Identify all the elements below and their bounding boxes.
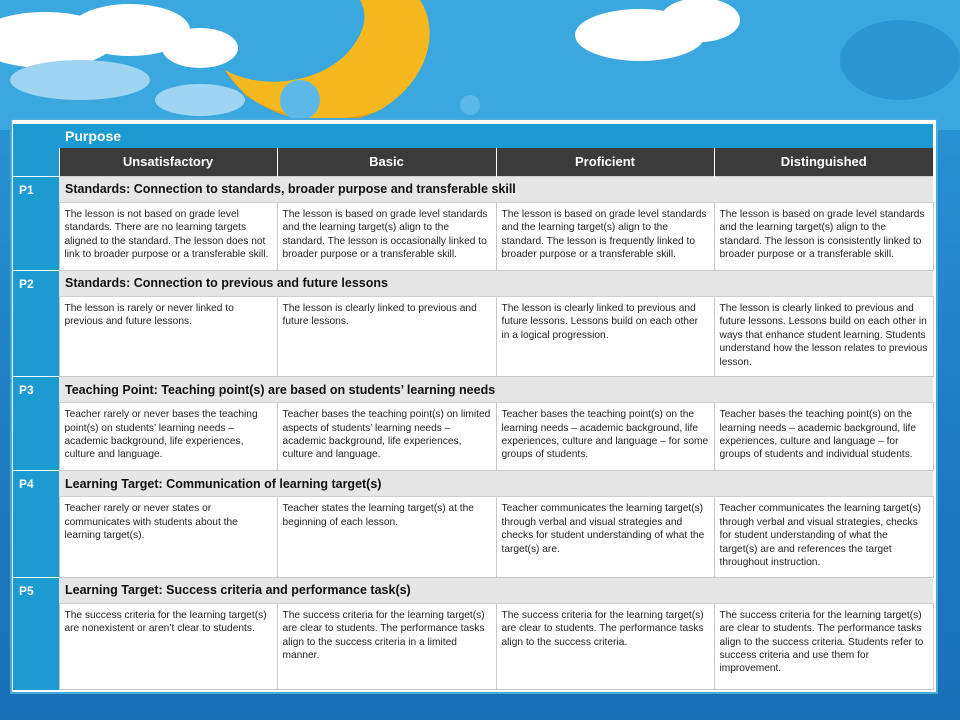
criterion-code: P1 [13, 176, 59, 270]
descriptor-basic: Teacher states the learning target(s) at the beginning of each lesson. [277, 497, 496, 577]
criterion-row [13, 577, 933, 603]
descriptor-proficient: The success criteria for the learning target(s) are clear to students. The performance tasks align to the success criteria. [496, 603, 714, 689]
criterion-title: Standards: Connection to standards, broader purpose and transferable skill [59, 176, 933, 202]
criterion-row [13, 377, 933, 403]
descriptor-basic: The lesson is based on grade level standards and the learning target(s) align to the standard. The lesson is occasionally linked to broader purpose or a transferable skill. [277, 202, 496, 270]
criterion-code: P4 [13, 471, 59, 577]
sky-decoration [0, 0, 960, 130]
descriptor-distinguished: Teacher communicates the learning target(s) through verbal and visual strategies, checks for student understanding of what the target(s) are and references the target throughout instruction. [714, 497, 933, 577]
descriptor-unsatisfactory: The lesson is not based on grade level standards. There are no learning targets aligned to the standard. The lesson does not link to broader purpose or a transferable skill. [59, 202, 277, 270]
level-header-row [13, 148, 933, 176]
descriptor-distinguished: The lesson is clearly linked to previous and future lessons. Lessons build on each other in ways that enhance student learning. Students understand how the lesson relates to previous lesson. [714, 296, 933, 376]
corner-cell [13, 124, 59, 148]
descriptor-basic: The success criteria for the learning target(s) are clear to students. The performance tasks align to the success criteria in a limited manner. [277, 603, 496, 689]
descriptor-row [13, 296, 933, 376]
bubble-icon [280, 80, 320, 120]
descriptor-basic: The lesson is clearly linked to previous and future lessons. [277, 296, 496, 376]
criterion-code: P5 [13, 577, 59, 689]
descriptor-proficient: Teacher bases the teaching point(s) on the learning needs – academic background, life experiences, culture and language – for some groups of students. [496, 403, 714, 471]
descriptor-unsatisfactory: Teacher rarely or never states or communicates with students about the learning target(s). [59, 497, 277, 577]
descriptor-unsatisfactory: The lesson is rarely or never linked to previous and future lessons. [59, 296, 277, 376]
descriptor-unsatisfactory: The success criteria for the learning target(s) are nonexistent or aren’t clear to students. [59, 603, 277, 689]
descriptor-row [13, 202, 933, 270]
criterion-title: Learning Target: Communication of learning target(s) [59, 471, 933, 497]
level-header-distinguished: Distinguished [714, 148, 933, 176]
small-bubble-icon [460, 95, 480, 115]
criterion-title: Learning Target: Success criteria and performance task(s) [59, 577, 933, 603]
descriptor-row [13, 403, 933, 471]
criterion-title: Teaching Point: Teaching point(s) are based on students’ learning needs [59, 377, 933, 403]
descriptor-distinguished: The lesson is based on grade level standards and the learning target(s) align to the standard. The lesson is consistently linked to broader purpose or a transferable skill. [714, 202, 933, 270]
criterion-row [13, 471, 933, 497]
level-header-proficient: Proficient [496, 148, 714, 176]
descriptor-distinguished: The success criteria for the learning target(s) are clear to students. The performance tasks align to the success criteria. Students refer to success criteria and use them for improvement. [714, 603, 933, 689]
section-title: Purpose [59, 124, 933, 148]
level-header-basic: Basic [277, 148, 496, 176]
criterion-code: P2 [13, 270, 59, 376]
descriptor-distinguished: Teacher bases the teaching point(s) on the learning needs – academic background, life experiences, culture and language – for groups of students and individual students. [714, 403, 933, 471]
corner-cell [13, 148, 59, 176]
purpose-rubric-table [13, 124, 934, 690]
descriptor-basic: Teacher bases the teaching point(s) on limited aspects of students’ learning needs – academic background, life experiences, culture and language. [277, 403, 496, 471]
descriptor-row [13, 497, 933, 577]
descriptor-proficient: Teacher communicates the learning target(s) through verbal and visual strategies and checks for student understanding of what the target(s) are. [496, 497, 714, 577]
criterion-title: Standards: Connection to previous and future lessons [59, 270, 933, 296]
descriptor-proficient: The lesson is based on grade level standards and the learning target(s) align to the standard. The lesson is frequently linked to broader purpose or a transferable skill. [496, 202, 714, 270]
level-header-unsatisfactory: Unsatisfactory [59, 148, 277, 176]
descriptor-row [13, 603, 933, 689]
descriptor-proficient: The lesson is clearly linked to previous and future lessons. Lessons build on each other in a logical progression. [496, 296, 714, 376]
criterion-code: P3 [13, 377, 59, 471]
criterion-row [13, 176, 933, 202]
descriptor-unsatisfactory: Teacher rarely or never bases the teaching point(s) on students’ learning needs – academic background, life experiences, culture and language. [59, 403, 277, 471]
criterion-row [13, 270, 933, 296]
sky-shade [840, 20, 960, 100]
purpose-header-row [13, 124, 933, 148]
